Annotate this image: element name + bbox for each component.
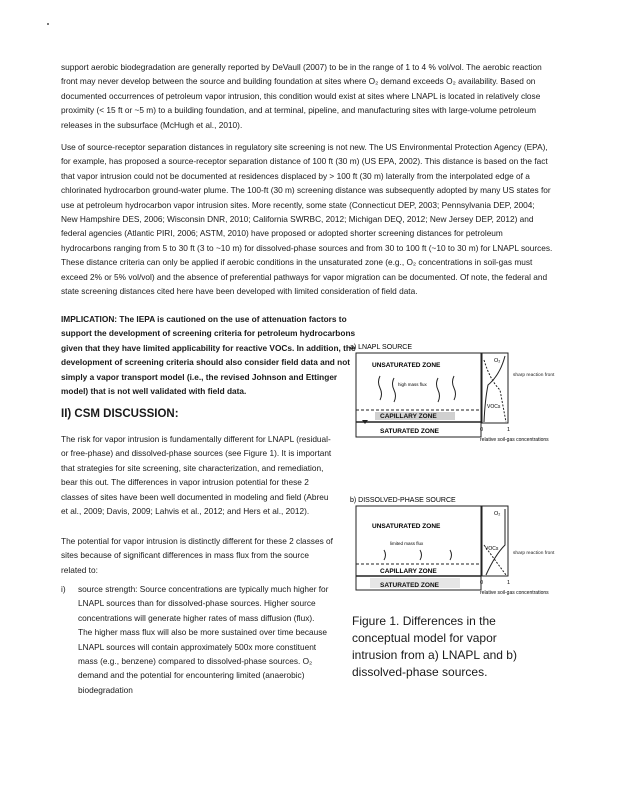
panel-b-axis-label: relative soil-gas concentrations <box>480 590 549 596</box>
panel-a-axis-label: relative soil-gas concentrations <box>480 437 549 443</box>
panel-a-capillary-label: CAPILLARY ZONE <box>380 413 437 420</box>
panel-a-arrow-1 <box>379 376 382 400</box>
panel-a-arrow-3 <box>437 378 440 402</box>
list-item-source-strength: source strength: Source concentrations are typically much higher for LNAPL sources than for dissolved-phase sources. Higher source concentrations will generate higher rates of mass diffusion (flux). The higher mass flux will also be more sustained over time because LNAPL sources will contain approximately 500x more constituent mass (e.g., benzene) compared to dissolved-phase sources. O₂ demand and the potential for encountering limited (anaerobic) biodegradation <box>78 584 329 695</box>
panel-b-unsaturated-label: UNSATURATED ZONE <box>372 523 441 530</box>
panel-b-frame <box>356 506 484 590</box>
figure-b-title: b) DISSOLVED-PHASE SOURCE <box>350 497 456 504</box>
panel-b-saturated-label: SATURATED ZONE <box>380 582 439 589</box>
list-marker: i) <box>61 584 66 594</box>
figure-1 <box>350 340 555 610</box>
section-heading: II) CSM DISCUSSION: <box>61 408 179 420</box>
panel-b-o2-curve <box>486 509 505 575</box>
panel-a-unsaturated-label: UNSATURATED ZONE <box>372 362 441 369</box>
panel-a-o2-curve <box>484 356 505 422</box>
panel-a-axis-one: 1 <box>507 427 511 433</box>
paragraph-separation-distances: Use of source-receptor separation distances in regulatory site screening is not new. The US Environmental Protection Agency (EPA), for example, has proposed a source-receptor separation distance of 100 ft (30 m) (US EPA, 2002). This distance is based on the fact that vapor intrusion could not be documented at residences displaced by > 100 ft (30 m) laterally from the interpolated edge of a chlorinated hydrocarbon ground-water plume. The 100-ft (30 m) screening distance was subsequently adopted by many US states for use at petroleum hydrocarbon vapor intrusion sites. More recently, some state (Connecticut DEP, 2003; Pennsylvania DEP, 2004; New Hampshire DES, 2006; Wisconsin DNR, 2010; California SWRBC, 2012; Michigan DEQ, 2012; New Jersey DEP, 2012) and federal agencies (Atlantic PIRI, 2006; ASTM, 2010) have proposed or adopted shorter screening distances for petroleum hydrocarbons ranging from 5 to 30 ft (3 to ~10 m) for dissolved-phase sources and from 30 to 100 ft (~10 to 30 m) for LNAPL sources. These distance criteria can only be applied if aerobic conditions in the unsaturated zone (e.g., O₂ concentrations in soil-gas must exceed 2% or 5% vol/vol) and the absence of preferential pathways for vapor migration can be documented. Of note, the federal and state screening distances cited here have been developed with limited consideration of field data. <box>61 142 553 297</box>
panel-b-reaction-front: sharp reaction front <box>513 551 555 556</box>
panel-b-arrow-2 <box>420 550 422 560</box>
figure-a-title: a) LNAPL SOURCE <box>350 344 412 351</box>
panel-a-lnapl-body <box>375 412 455 420</box>
panel-a-reaction-front: sharp reaction front <box>513 373 555 378</box>
panel-b-axis-one: 1 <box>507 580 511 586</box>
panel-a-saturated-label: SATURATED ZONE <box>380 428 439 435</box>
figure-caption: Figure 1. Differences in the conceptual model for vapor intrusion from a) LNAPL and b) dissolved-phase sources. <box>352 614 517 679</box>
panel-b-vocs-label: VOCs <box>485 546 499 552</box>
panel-a-arrow-4 <box>453 376 456 400</box>
scan-mark <box>47 23 49 25</box>
panel-b-flux-label: limited mass flux <box>390 541 424 546</box>
panel-a-vocs-label: VOCs <box>487 404 501 410</box>
panel-a-axis-zero: 0 <box>480 427 484 433</box>
panel-b-o2-label: O₂ <box>494 511 501 517</box>
paragraph-potential: The potential for vapor intrusion is distinctly different for these 2 classes of sites because of significant differences in mass flux from the source related to: <box>61 536 333 575</box>
panel-b-capillary-label: CAPILLARY ZONE <box>380 568 437 575</box>
panel-b-plume <box>370 578 460 588</box>
panel-a-flux-label: high mass flux <box>398 382 427 387</box>
panel-b-axis-zero: 0 <box>480 580 484 586</box>
paragraph-aerobic-biodegradation: support aerobic biodegradation are generally reported by DeVaull (2007) to be in the range of 1 to 4 % vol/vol. The aerobic reaction front may never develop between the source and building foundation at sites where O₂ demand exceeds O₂ availability. Based on documented occurrences of petroleum vapor intrusion, this condition would exist at sites where LNAPL is located in relatively close proximity (< 15 ft or ~5 m) to a building foundation, and at terminal, pipeline, and manufacturing sites with large-volume petroleum releases in the subsurface (McHugh et al., 2010). <box>61 62 542 130</box>
panel-b-arrow-1 <box>384 550 386 560</box>
panel-a-o2-label: O₂ <box>494 358 501 364</box>
paragraph-implication: IMPLICATION: The IEPA is cautioned on the use of attenuation factors to support the development of screening criteria for petroleum hydrocarbons given that they have limited applicability for reactive VOCs. In addition, the development of screening criteria should also consider field data and not simply a vapor transport model (i.e., the revised Johnson and Ettinger model) that is not well validated with field data. <box>61 314 356 397</box>
figure-diagram <box>350 340 555 610</box>
paragraph-risk: The risk for vapor intrusion is fundamentally different for LNAPL (residual- or free-phase) and dissolved-phase sources (see Figure 1). It is important that strategies for site screening, site characterization, and remediation, bear this out. The differences in vapor intrusion potential for these 2 classes of sites have been well documented in modeling and field (Abreu et al., 2009; Davis, 2009; Lahvis et al., 2012; and Hers et al., 2012). <box>61 434 332 517</box>
panel-a-arrow-2 <box>393 378 396 402</box>
panel-b-arrow-3 <box>450 550 452 560</box>
